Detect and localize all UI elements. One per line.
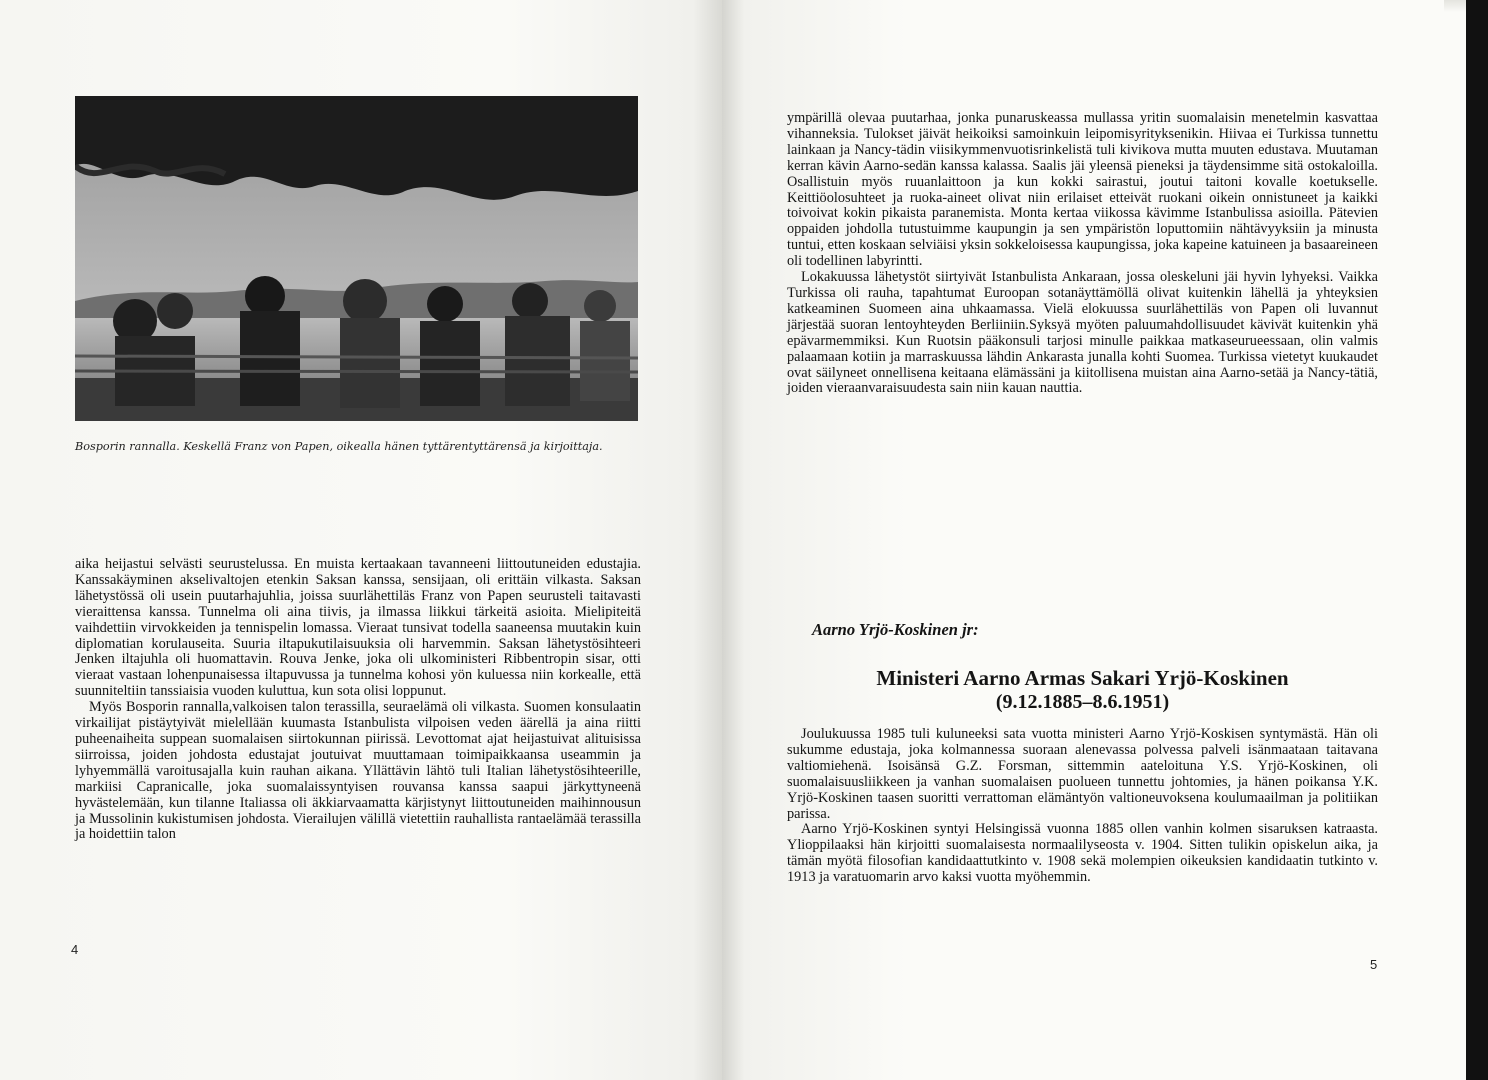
photo-caption: Bosporin rannalla. Keskellä Franz von Papen, oikealla hänen tyttärentyttärensä ja kirjoittaja. xyxy=(75,440,603,453)
article-dates: (9.12.1885–8.6.1951) xyxy=(995,691,1170,713)
paragraph: aika heijastui selvästi seurustelussa. En muista kertaakaan tavanneeni liittoutuneiden edustajia. Kanssakäyminen akselivaltojen etenkin Saksan kanssa, sensijaan, oli erittäin vilkasta. Saksan lähetystössä oli usein puutarhajuhlia, joissa suurlähettiläs Franz von Papen seurusteli taitavasti vieraittensa kanssa. Tunnelma oli aina tiivis, ja ilmassa liikkui tärkeitä asioita. Mielipiteitä vaihdettiin virvokkeiden ja tennispelin lomassa. Vieraat tunsivat todella saaneensa muutakin kuin diplomatian korulauseita. Suuria iltapukutilaisuuksia oli harvemmin. Saksan lähetystösihteeri Jenken iltajuhla oli huomattavin. Rouva Jenke, joka oli ulkoministeri Ribbentropin sisar, otti vieraat vastaan lohenpunaisessa iltapuvussa ja tunnelma kohosi yön kuluessa niin korkealle, että suunniteltiin tanssiaisia vuoden kuluttua, kun sota olisi loppunut. xyxy=(75,556,641,700)
paragraph: Lokakuussa lähetystöt siirtyivät Istanbulista Ankaraan, jossa oleskeluni jäi hyvin lyhyeksi. Vaikka Turkissa oli rauha, tapahtumat Euroopan sotanäyttämöllä olivat kuitenkin lähellä ja yhteyksien katkeaminen Suomeen aina uhkaamassa. Vielä elokuussa suurlähettiläs von Papen oli luvannut järjestää suoran lentoyhteyden Berliiniin.Syksyä myöten paluumahdollisuudet kävivät kuitenkin yhä epävarmemmiksi. Kun Ruotsin pääkonsuli tarjosi minulle paikkaa matkaseurueessaan, olin valmis palaamaan kotiin ja marraskuussa lähdin Ankarasta junalla kohti Suomea. Turkissa vietetyt kuukaudet ovat säilyneet onnellisena keitaana elämässäni ja kiitollisena muistan aina Aarno-setää ja Nancy-tätiä, joiden vieraanvaraisuudesta sain niin kauan nauttia. xyxy=(787,269,1378,397)
page-shadow xyxy=(1444,0,1466,12)
left-page-body xyxy=(75,557,641,843)
scan-edge xyxy=(1466,0,1488,1080)
article-title: Ministeri Aarno Armas Sakari Yrjö-Koskinen xyxy=(876,666,1289,690)
paragraph: Myös Bosporin rannalla,valkoisen talon terassilla, seuraelämä oli vilkasta. Suomen konsulaatin virkailijat pistäytyivät mielellään kuumasta Istanbulista vilpoisen veden äärellä ja aina riitti puheenaiheita suppean suomalaisen siirtokunnan piirissä. Levottomat ajat heijastuivat alituisissa siirroissa, joiden johdosta edustajat joutuivat muuttamaan toimipaikkaansa useammin ja lyhyemmällä varoitusajalla kuin rauhan aikana. Yllättävin lähtö tuli Italian lähetystösihteerille, markiisi Capranicalle, joka suomalaissyntyisen rouvansa kanssa saapui järkyttyneenä hyvästelemään, kun tilanne Italiassa oli äkkiarvaamatta kärjistynyt liittoutuneiden maihinnousun ja Mussolinin kukistumisen johdosta. Vierailujen välillä vietettiin rauhallista rantaelämää terassilla ja hoidettiin talon xyxy=(75,699,641,843)
article-author: Aarno Yrjö-Koskinen jr: xyxy=(812,620,979,639)
paragraph: Aarno Yrjö-Koskinen syntyi Helsingissä vuonna 1885 ollen vanhin kolmen sisaruksen katraasta. Ylioppilaaksi hän kirjoitti suomalaisesta normaalilyseosta v. 1904. Sitten tulikin opiskelun aika, ja tämän myötä filosofian kandidaattutkinto v. 1908 sekä molempien oikeuksien kandidaatin tutkinto v. 1913 ja varatuomarin arvo kaksi vuotta myöhemmin. xyxy=(787,821,1378,886)
photo-bosporus-terrace xyxy=(75,96,638,421)
article-body xyxy=(787,727,1378,886)
paragraph: Joulukuussa 1985 tuli kuluneeksi sata vuotta ministeri Aarno Yrjö-Koskisen syntymästä. Hän oli sukumme edustaja, joka kolmannessa suoraan alenevassa polvessa palveli isänmaataan taitavana valtiomiehenä. Isoisänsä G.Z. Forsman, sittemmin aateloituna Y.S. Yrjö-Koskinen, oli suomalaisuusliikkeen ja vanhan suomalaisen puolueen tunnettu johtomies, ja hänen poikansa Y.K. Yrjö-Koskinen taasen suoritti verrattoman elämäntyön valtioneuvoksena koulumaailman ja politiikan parissa. xyxy=(787,726,1378,822)
right-page-continued-text xyxy=(787,111,1378,397)
paragraph: ympärillä olevaa puutarhaa, jonka punaruskeassa mullassa yritin suomalaisin menetelmin kasvattaa vihanneksia. Tulokset jäivät heikoiksi samoinkuin leipomisyrityksenikin. Hiivaa ei Turkissa tunnettu lainkaan ja Nancy-tädin viisikymmenvuotisrinkelistä tuli kivikova mutta muuten edustava. Muutaman kerran kävin Aarno-sedän kanssa kalassa. Saalis jäi yleensä pieneksi ja täydensimme sitä ostokaloilla. Osallistuin myös ruuanlaittoon ja kun kokki sairastui, joutui taitoni kovalle koetukselle. Keittiöolosuhteet ja ruoka-aineet olivat niin erilaiset etteivät ruokani oikein onnistuneet ja kaikki toivoivat kokin pikaista paranemista. Monta kertaa viikossa kävimme Istanbulissa asioilla. Pätevien oppaiden johdolla tutustuimme kaupungin ja sen ympäristön loputtomiin nähtävyyksiin ja minusta tuntui, etten koskaan selviäisi yksin sokkeloisessa kaupungissa, joka kapeine katuineen ja basaareineen oli todellinen labyrintti. xyxy=(787,110,1378,270)
page-number-left: 4 xyxy=(71,942,79,957)
page-number-right: 5 xyxy=(1370,957,1378,972)
photo-image xyxy=(75,96,638,421)
left-page xyxy=(0,0,722,1080)
